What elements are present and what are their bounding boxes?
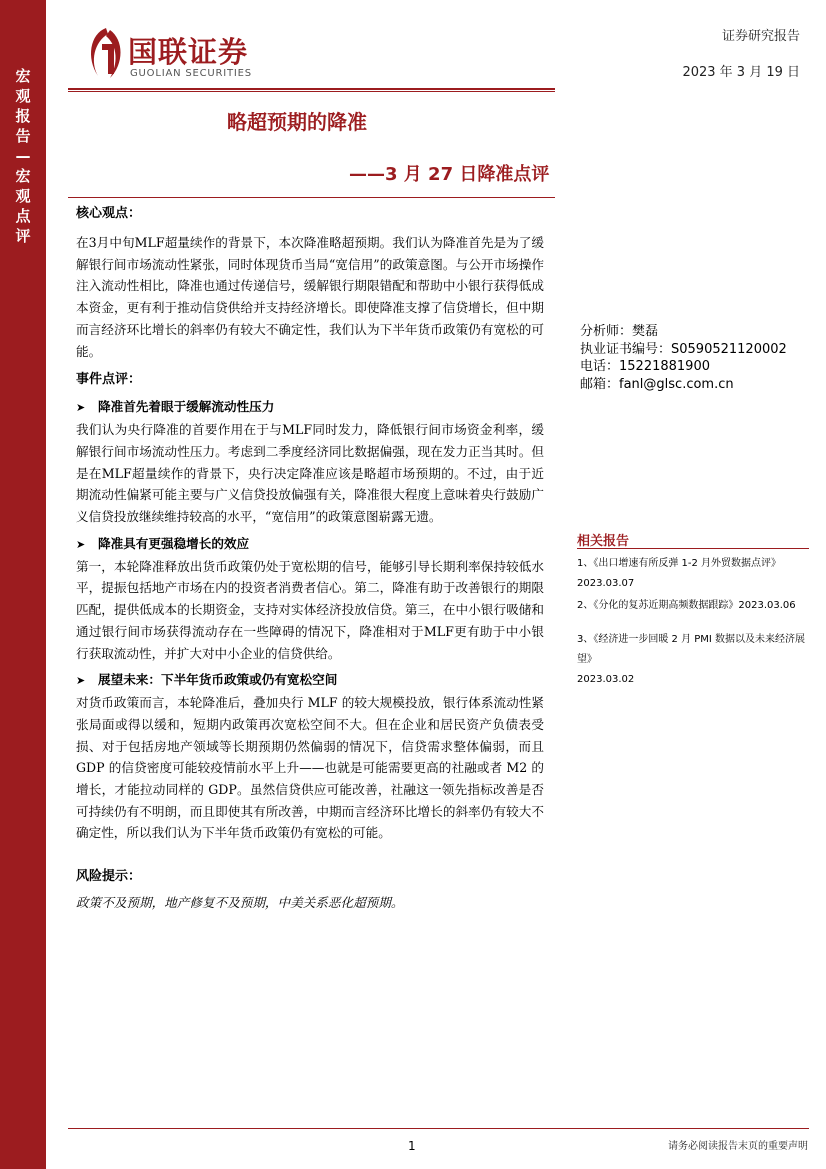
logo-text-cn: 国联证券 <box>128 35 249 69</box>
analyst-email-label: 邮箱： <box>580 376 620 392</box>
core-paragraph: 在3月中旬MLF超量续作的背景下，本次降准略超预期。我们认为降准首先是为了缓解银行间市场流动性紧张，同时体现货币当局“宽信用”的政策意图。与公开市场操作注入流动性相比，降准也通过传递信号，缓解银行期限错配和帮助中小银行获得低成本资金，更有利于推动信贷供给并支持经济增长。即使降准支撑了信贷增长，但中期而言经济环比增长的斜率仍有较大不确定性，我们认为下半年货币政策仍有宽松的可能。 <box>76 235 544 359</box>
analyst-email-row <box>580 376 810 394</box>
analyst-name: 樊磊 <box>632 324 659 339</box>
report-date: 2023 年 3 月 19 日 <box>682 65 800 80</box>
logo-mark-icon <box>84 24 126 82</box>
bullet-arrow-icon: ➤ <box>76 674 86 688</box>
analyst-cert: S0590521120002 <box>671 341 787 357</box>
report-subtitle: ——3 月 27 日降准点评 <box>349 164 550 185</box>
event-title-2: 降准具有更强稳增长的效应 <box>98 535 250 551</box>
event-bullet-1 <box>76 395 544 419</box>
related-report-1[interactable] <box>577 554 809 594</box>
related-report-date: 2023.03.02 <box>577 674 635 685</box>
related-report-title: 2、《分化的复苏近期高频数据跟踪》2023.03.06 <box>577 600 796 611</box>
analyst-phone-row <box>580 358 810 376</box>
related-report-title: 3、《经济进一步回暖 2 月 PMI 数据以及未来经济展望》 <box>577 634 806 665</box>
footer-disclaimer: 请务必阅读报告末页的重要声明 <box>668 1141 808 1152</box>
event-paragraph-1: 我们认为央行降准的首要作用在于与MLF同时发力，降低银行间市场资金利率，缓解银行间市场流动性压力。考虑到二季度经济同比数据偏强，现在发力正当其时。但是在MLF超量续作的背景下，央行决定降准应该是略超市场预期的。不过，由于近期流动性偏紧可能主要与广义信贷投放偏强有关，降准很大程度上意味着央行鼓励广义信贷投放继续维持较高的水平，“宽信用”的政策意图崭露无遗。 <box>76 422 544 525</box>
related-reports <box>577 530 809 690</box>
analyst-email[interactable]: fanl@glsc.com.cn <box>619 376 734 392</box>
analyst-cert-label: 执业证书编号： <box>580 341 672 357</box>
analyst-cert-row <box>580 341 810 359</box>
events-heading: 事件点评： <box>76 372 142 388</box>
risk-heading: 风险提示： <box>76 869 142 885</box>
event-title-3: 展望未来：下半年货币政策或仍有宽松空间 <box>98 672 338 688</box>
event-bullet-3 <box>76 668 544 692</box>
page-number: 1 <box>408 1139 416 1153</box>
header-divider-thin <box>68 91 555 92</box>
related-heading: 相关报告 <box>577 530 809 549</box>
event-title-1: 降准首先着眼于缓解流动性压力 <box>98 399 275 415</box>
sidebar <box>0 0 46 1169</box>
related-report-2[interactable] <box>577 596 809 616</box>
event-paragraph-2: 第一，本轮降准释放出货币政策仍处于宽松期的信号，能够引导长期利率保持较低水平，提振包括地产市场在内的投资者消费者信心。第二，降准有助于改善银行的期限匹配，提供低成本的长期资金，支持对实体经济投放信贷。第三，在中小银行吸储和通过银行间市场获得流动存在一些障碍的情况下，降准相对于MLF更有助于中小银行获取流动性，并扩大对中小企业的信贷供给。 <box>76 558 544 661</box>
main-content <box>76 203 544 914</box>
related-report-3[interactable] <box>577 630 809 690</box>
company-logo <box>84 24 304 84</box>
related-report-date: 2023.03.07 <box>577 578 635 589</box>
core-heading: 核心观点： <box>76 206 142 221</box>
analyst-phone: 15221881900 <box>619 359 710 374</box>
analyst-name-row <box>580 323 810 341</box>
event-bullet-2 <box>76 532 544 556</box>
content-divider <box>68 197 555 198</box>
risk-paragraph: 政策不及预期，地产修复不及预期，中美关系恶化超预期。 <box>76 895 404 911</box>
footer-divider <box>68 1128 809 1129</box>
sidebar-label: 宏观报告—宏观点评 <box>15 67 31 245</box>
analyst-name-label: 分析师： <box>580 324 633 339</box>
report-title: 略超预期的降准 <box>227 110 367 134</box>
header-divider <box>68 88 555 90</box>
related-report-title: 1、《出口增速有所反弹 1-2 月外贸数据点评》 <box>577 558 782 569</box>
analyst-phone-label: 电话： <box>580 359 620 374</box>
event-paragraph-3: 对货币政策而言，本轮降准后，叠加央行 MLF 的较大规模投放，银行体系流动性紧张局面或得以缓和，短期内政策再次宽松空间不大。但在企业和居民资产负债表受损、对于包括房地产领域等长期预期仍然偏弱的情况下，信贷需求整体偏弱，而且 GDP 的信贷密度可能较疫情前水平上升——也就是可能需要更高的社融或者 M2 的增长，才能拉动同样的 GDP。虽然信贷供应可能改善，社融这一领先指标改善是否可持续仍有不明朗，而且即使其有所改善，中期而言经济环比增长的斜率仍有较大不确定性，所以我们认为下半年货币政策仍有宽松的可能。 <box>76 695 544 841</box>
bullet-arrow-icon: ➤ <box>76 401 86 415</box>
logo-text-en: GUOLIAN SECURITIES <box>130 68 252 79</box>
report-type: 证券研究报告 <box>721 29 800 44</box>
analyst-info <box>580 323 810 393</box>
bullet-arrow-icon: ➤ <box>76 537 86 551</box>
